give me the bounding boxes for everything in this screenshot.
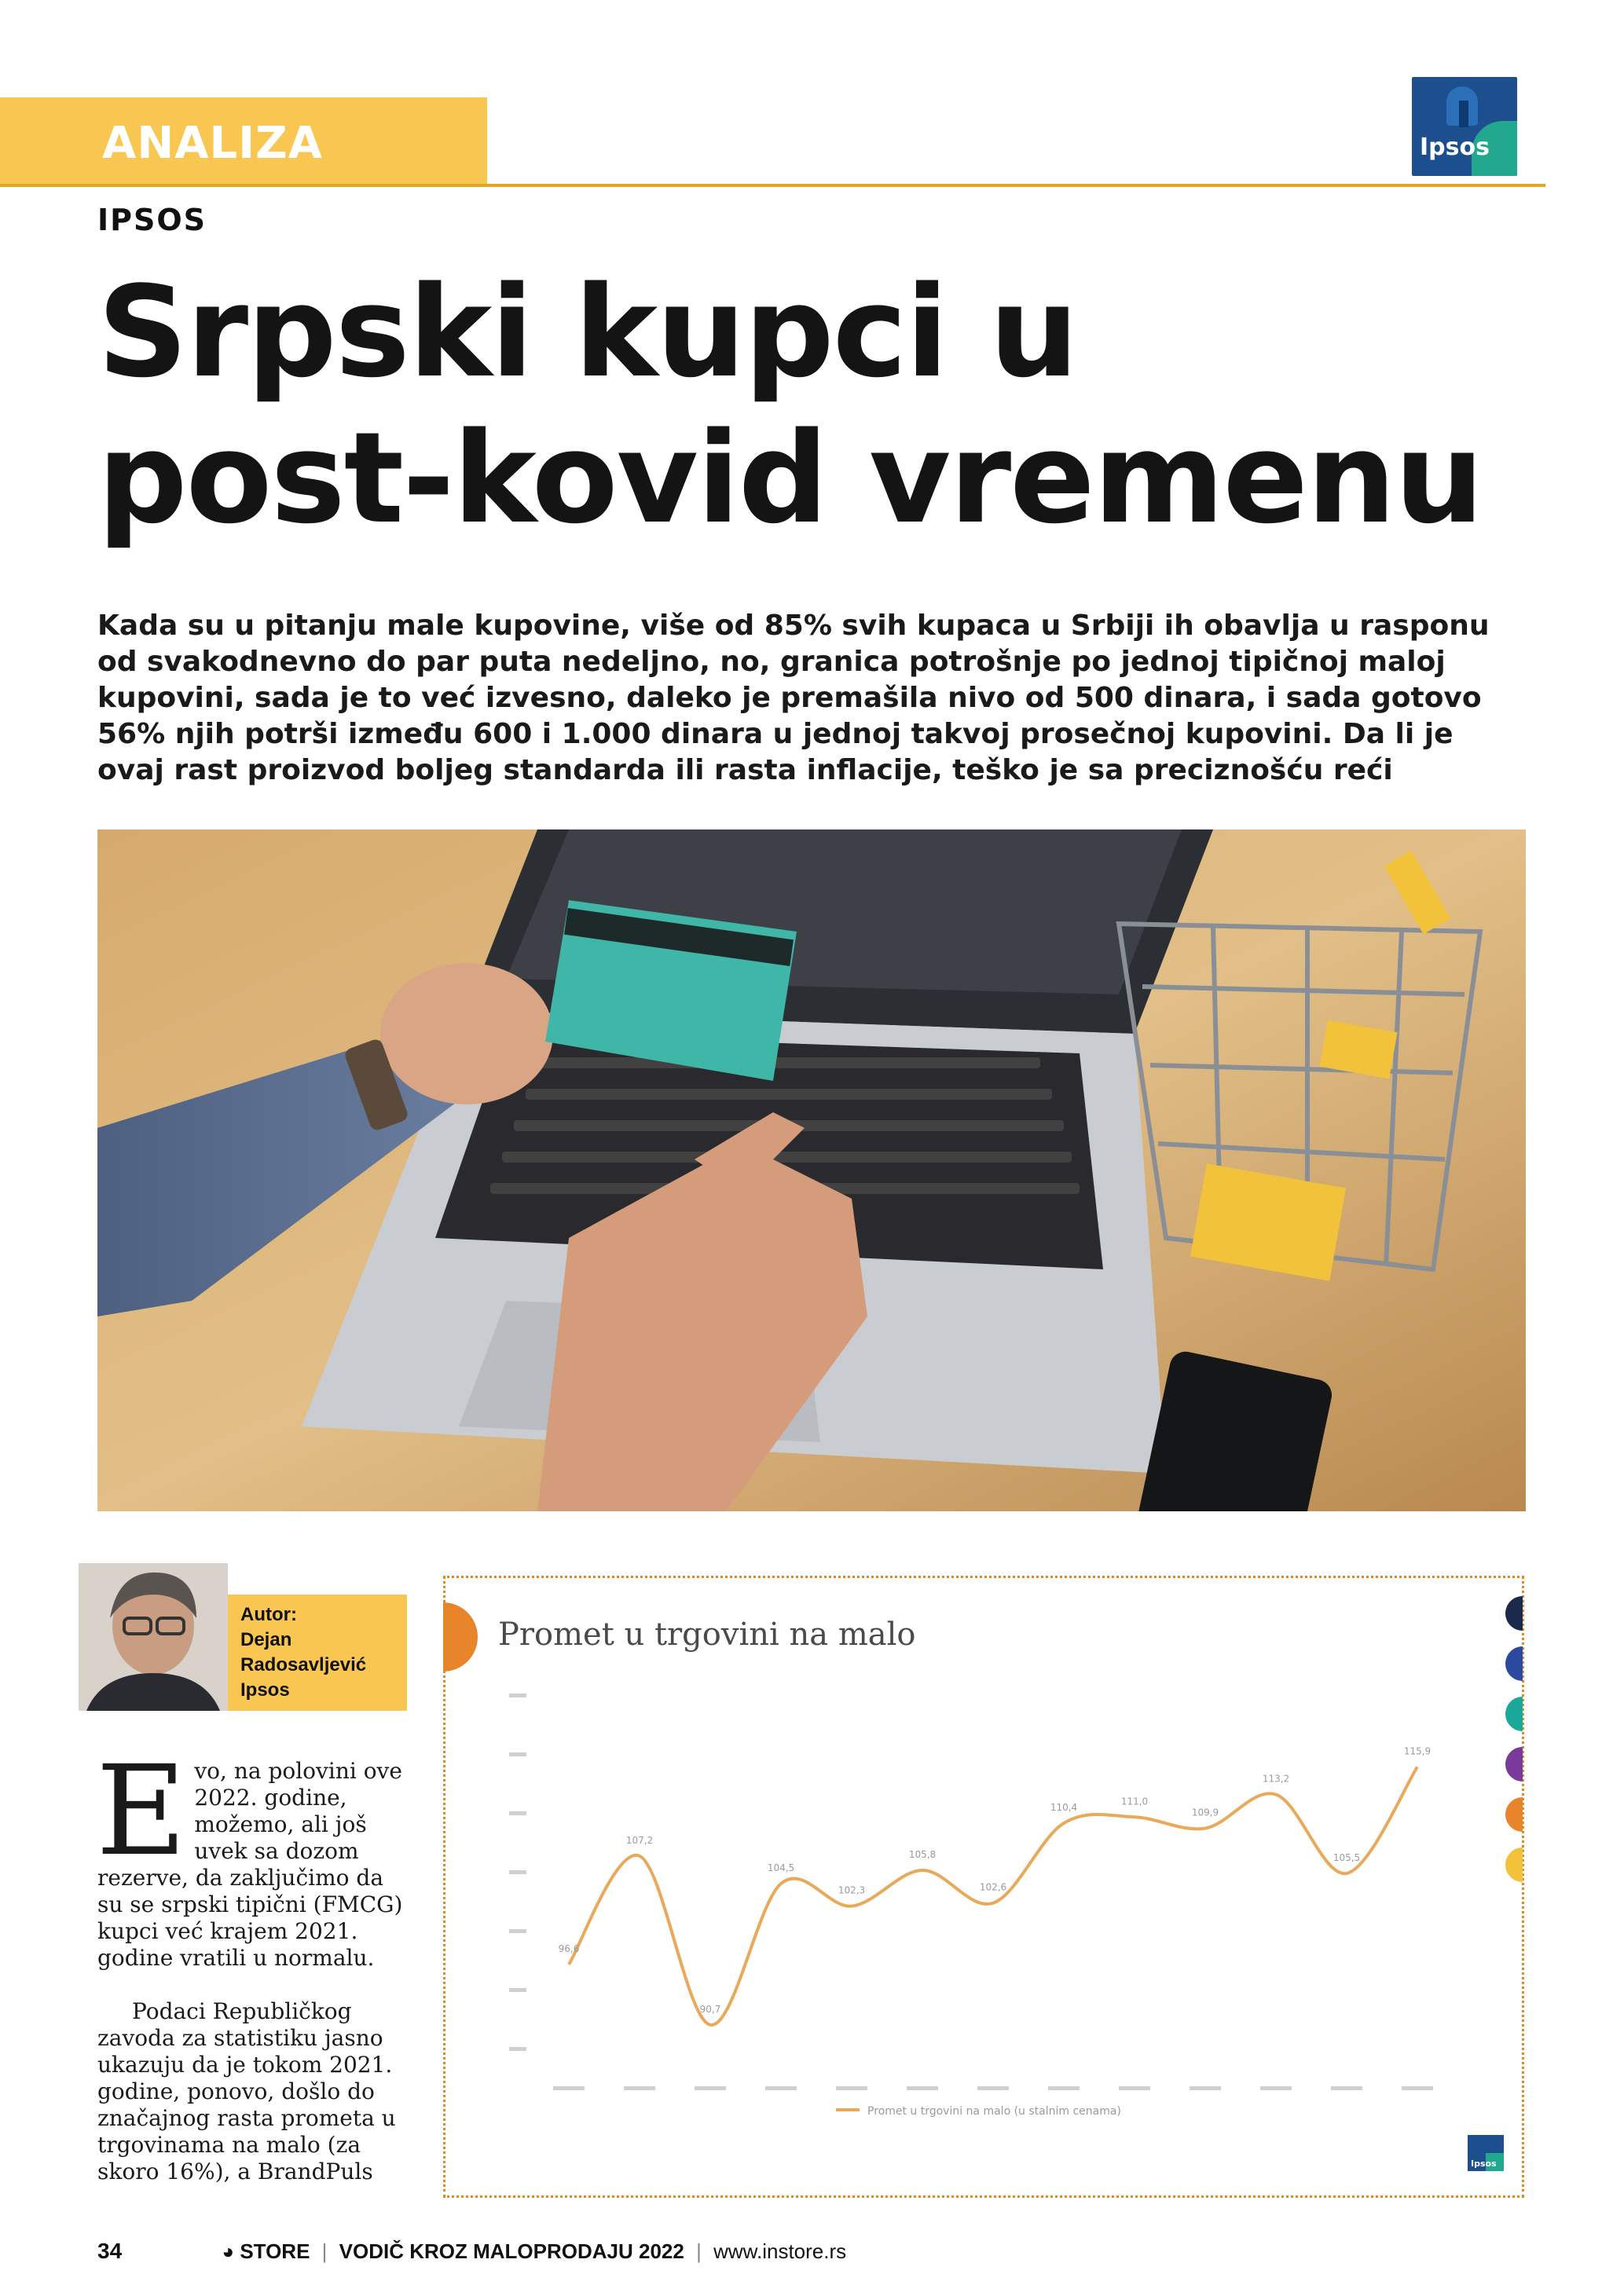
drop-cap: E (96, 1739, 187, 1884)
chart-x-tick (907, 2086, 938, 2090)
chart-swatch (1505, 1747, 1523, 1782)
chart-swatch (1505, 1797, 1523, 1832)
author-label: Autor: (240, 1604, 297, 1625)
ipsos-logo (1412, 77, 1517, 176)
footer-guide: VODIČ KROZ MALOPRODAJU 2022 (339, 2239, 684, 2263)
chart-ipsos-mini-logo (1468, 2135, 1504, 2171)
chart-y-tick (509, 2047, 526, 2051)
chart-point-label: 105,5 (1333, 1851, 1361, 1863)
chart-y-tick (509, 1929, 526, 1933)
body-paragraph-2: Podaci Republičkog zavoda za statistiku jasno ukazuju da je tokom 2021. godine, ponovo, došlo do značajnog rasta prometa u trgovinama na malo (za skoro 16%), a BrandPuls (97, 1998, 396, 2184)
footer: 34 ◕ STORE | VODIČ KROZ MALOPRODAJU 2022 | www.instore.rs (97, 2239, 847, 2263)
chart-title: Promet u trgovini na malo (498, 1617, 916, 1653)
chart-y-tick (509, 1752, 526, 1756)
chart-y-axis (509, 1694, 526, 2051)
headline-line-2: post-kovid vremenu (97, 405, 1483, 551)
footer-url[interactable]: www.instore.rs (713, 2239, 847, 2263)
chart-point-label: 96,6 (558, 1943, 580, 1954)
chart-y-tick (509, 1811, 526, 1815)
section-tab (0, 97, 487, 185)
chart-point-label: 102,6 (979, 1881, 1007, 1893)
hero-photo-illustration (97, 829, 1526, 1511)
chart-point-label: 90,7 (699, 2003, 721, 2015)
chart-x-tick (1048, 2086, 1080, 2090)
chart-x-tick (1119, 2086, 1150, 2090)
body-paragraph-1: vo, na polovini ove 2022. godine, možemo, ali još uvek sa dozom rezerve, da zaključimo da su se srpski tipični (FMCG) kupci već krajem 2021. godine vratili u normalu. (97, 1758, 403, 1971)
chart-point-label: 111,0 (1120, 1796, 1149, 1807)
footer-brand-text: STORE (240, 2239, 310, 2263)
chart-x-axis (553, 2086, 1433, 2090)
chart-x-tick (765, 2086, 797, 2090)
lead-paragraph: Kada su u pitanju male kupovine, više od 85% svih kupaca u Srbiji ih obavlja u rasponu od svakodnevno do par puta nedeljno, no, granica potrošnje po jednoj tipičnoj maloj kupovini, sada je to već izvesno, daleko je premašila nivo od 500 dinara, i sada gotovo 56% njih potrši između 600 i 1.000 dinara u jednoj takvoj prosečnoj kupovini. Da li je ovaj rast proizvod boljeg standarda ili rasta inflacije, teško je sa preciznošću reći (97, 610, 1490, 786)
headline-line-1: Srpski kupci u (97, 258, 1077, 405)
chart-ipsos-mini-text: Ipsos (1471, 2159, 1497, 2169)
chart-point-labels (559, 1745, 1432, 2014)
section-label: ANALIZA (102, 118, 324, 169)
chart-swatch (1505, 1697, 1523, 1731)
author-first-name: Dejan (240, 1629, 292, 1650)
chart-point-label: 110,4 (1050, 1802, 1078, 1814)
chart-x-tick (1402, 2086, 1433, 2090)
chart-swatch (1505, 1847, 1523, 1882)
author-text (240, 1602, 398, 1703)
logo-text: Ipsos (1420, 134, 1490, 161)
footer-brand: ◕ STORE (222, 2239, 310, 2263)
chart-point-label: 102,3 (838, 1884, 866, 1896)
chart-legend-swatches (1505, 1596, 1523, 1882)
chart-swatch (1505, 1646, 1523, 1681)
chart-x-tick (1331, 2086, 1362, 2090)
body-column (96, 1739, 409, 2212)
chart-point-label: 105,8 (908, 1849, 937, 1861)
chart-y-tick (509, 1870, 526, 1874)
chart-point-label: 115,9 (1403, 1745, 1432, 1757)
chart-x-tick (977, 2086, 1009, 2090)
hero-photo (97, 829, 1526, 1511)
chart-point-label: 107,2 (625, 1834, 654, 1846)
header-rule (0, 184, 1545, 187)
chart-point-label: 113,2 (1262, 1773, 1290, 1785)
chart-series-line (569, 1767, 1417, 2025)
legend-label: Promet u trgovini na malo (u stalnim cenama) (867, 2105, 1121, 2118)
chart-y-tick (509, 1694, 526, 1697)
chart-x-tick (836, 2086, 867, 2090)
author-last-name: Radosavljević (240, 1654, 367, 1675)
chart-x-tick (553, 2086, 585, 2090)
page-number: 34 (97, 2239, 123, 2263)
retail-chart (443, 1576, 1524, 2198)
chart-x-tick (1190, 2086, 1221, 2090)
headline (97, 259, 1512, 551)
chart-accent-semicircle (443, 1602, 478, 1672)
kicker: IPSOS (97, 203, 207, 237)
author-org: Ipsos (240, 1679, 290, 1701)
chart-x-tick (1260, 2086, 1292, 2090)
chart-x-tick (624, 2086, 655, 2090)
chart-point-label: 109,9 (1191, 1807, 1219, 1818)
chart-y-tick (509, 1988, 526, 1992)
chart-swatch (1505, 1596, 1523, 1631)
author-photo (79, 1563, 228, 1711)
chart-point-label: 104,5 (767, 1862, 795, 1873)
chart-x-tick (695, 2086, 726, 2090)
